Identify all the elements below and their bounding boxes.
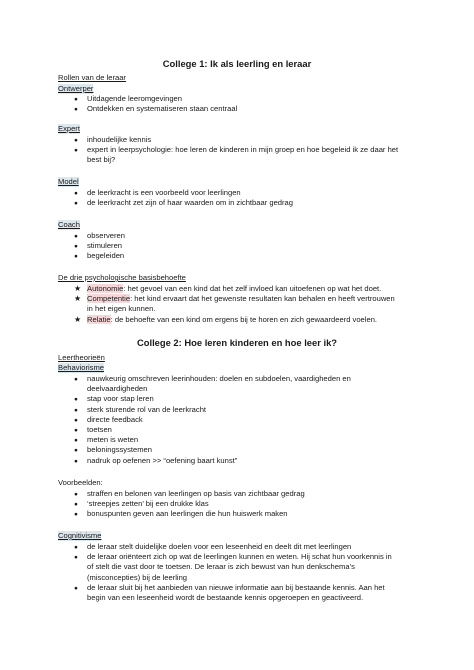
leertheorieen-heading: Leertheorieën (58, 353, 105, 362)
coach-heading: Coach (58, 220, 80, 229)
list-item: ★ Relatie: de behoefte van een kind om ergens bij te horen en zich gewaardeerd voelen. (74, 315, 426, 325)
college2-title: College 2: Hoe leren kinderen en hoe leer ik? (136, 337, 338, 348)
ontwerper-heading: Ontwerper (58, 84, 94, 93)
list-item: ● nauwkeurig omschreven leerinhouden: doelen en subdoelen, vaardigheden en deelvaardigheden (74, 374, 426, 394)
list-item: ● de leraar stelt duidelijke doelen voor een leseenheid en deelt dit met leerlingen (74, 542, 426, 552)
voorbeelden-list (74, 489, 426, 520)
list-item: ● sterk sturende rol van de leerkracht (74, 405, 426, 415)
list-item: ● stimuleren (74, 241, 426, 251)
term-competentie: Competentie (87, 294, 131, 304)
list-item: ● Uitdagende leeromgevingen (74, 94, 426, 104)
term-autonomie: Autonomie (87, 284, 124, 293)
list-item: ● directe feedback (74, 415, 426, 425)
cognitivisme-heading: Cognitivisme (58, 531, 102, 540)
bullet-icon (74, 251, 84, 262)
behaviorisme-heading: Behaviorisme (58, 363, 105, 372)
list-item: ● straffen en belonen van leerlingen op basis van zichtbaar gedrag (74, 489, 426, 499)
list-item: ★ Autonomie: het gevoel van een kind dat het zelf invloed kan uitoefenen op wat het doet. (74, 284, 426, 294)
bullet-icon (74, 104, 84, 115)
expert-heading: Expert (58, 124, 80, 133)
behaviorisme-list (74, 374, 426, 466)
list-item: ● nadruk op oefenen >> “oefening baart kunst” (74, 456, 426, 466)
cognitivisme-list (74, 542, 426, 603)
bullet-icon (74, 374, 84, 385)
list-item: ● de leerkracht is een voorbeeld voor leerlingen (74, 188, 426, 198)
list-item: ● Ontdekken en systematiseren staan centraal (74, 104, 426, 114)
bullet-icon (74, 145, 84, 156)
bullet-icon (74, 552, 84, 563)
list-item: ● expert in leerpsychologie: hoe leren de kinderen in mijn groep en hoe begeleid ik ze daar het best bij? (74, 145, 426, 165)
basisbehoefte-list (74, 284, 426, 325)
list-item: ● stap voor stap leren (74, 394, 426, 404)
model-heading: Model (58, 177, 79, 186)
term-relatie: Relatie (87, 314, 111, 324)
list-item: ● de leraar oriënteert zich op wat de leerlingen kunnen en weten. Hij schat hun voorkennis in of stelt die vast door te toetsen. De leraar is zich bewust van hun denkschema’s (misconcepties) bij de leerling (74, 552, 426, 583)
star-icon (74, 284, 84, 294)
list-item: ● observeren (74, 231, 426, 241)
bullet-icon (74, 198, 84, 209)
list-item: ● de leerkracht zet zijn of haar waarden om in zichtbaar gedrag (74, 198, 426, 208)
star-icon (74, 294, 84, 304)
bullet-icon (74, 456, 84, 467)
model-list (74, 188, 426, 208)
list-item: ● meten is weten (74, 435, 426, 445)
list-item: ● bonuspunten geven aan leerlingen die hun huiswerk maken (74, 509, 426, 519)
voorbeelden-heading: Voorbeelden: (58, 478, 103, 487)
expert-list (74, 135, 426, 166)
bullet-icon (74, 583, 84, 594)
bullet-icon (74, 509, 84, 520)
list-item: ● beloningssystemen (74, 445, 426, 455)
list-item: ● de leraar sluit bij het aanbieden van nieuwe informatie aan bij bestaande kennis. Aan het begin van een leseenheid wordt de bestaande kennis opgeroepen en geactiveerd. (74, 583, 426, 603)
ontwerper-list (74, 94, 426, 114)
star-icon (74, 315, 84, 325)
list-item: ★ Competentie: het kind ervaart dat het gewenste resultaten kan behalen en heeft vertrouwen in het eigen kunnen. (74, 294, 426, 314)
list-item: ● inhoudelijke kennis (74, 135, 426, 145)
rollen-heading: Rollen van de leraar (58, 73, 126, 82)
list-item: ● toetsen (74, 425, 426, 435)
list-item: ● begeleiden (74, 251, 426, 261)
coach-list (74, 231, 426, 262)
basisbehoefte-heading: De drie psychologische basisbehoefte (58, 273, 186, 282)
college1-title: College 1: Ik als leerling en leraar (162, 58, 312, 69)
list-item: ● ‘streepjes zetten’ bij een drukke klas (74, 499, 426, 509)
